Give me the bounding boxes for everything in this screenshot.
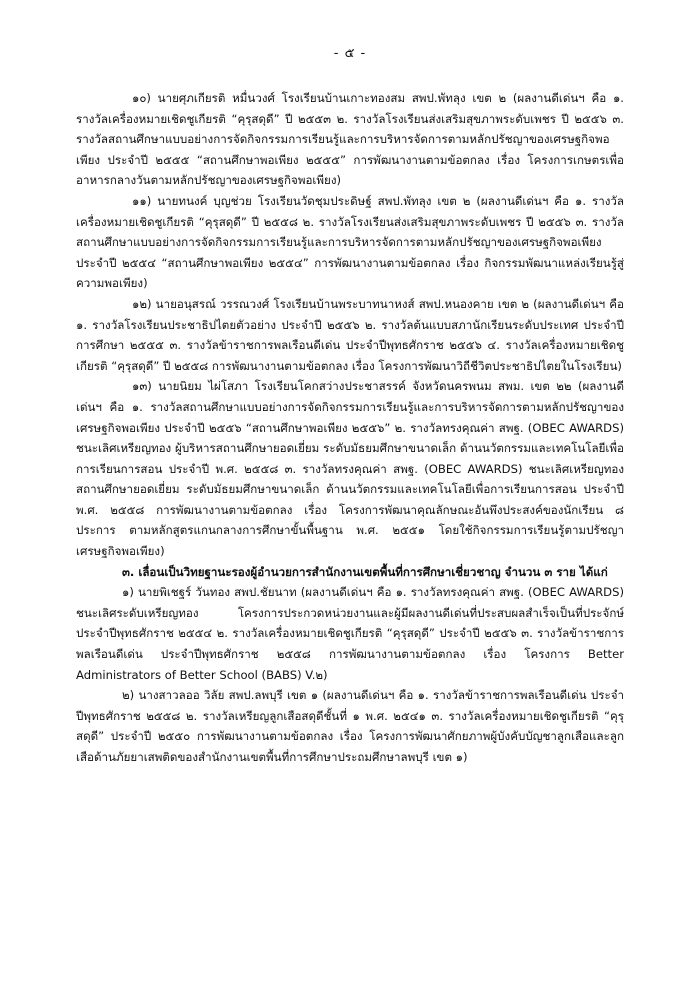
award-item-11: ๑๑) นายทนงค์ บุญช่วย โรงเรียนวัดชุมประดิษฐ์ สพป.พัทลุง เขต ๒ (ผลงานดีเด่นฯ คือ ๑. รางวัลเครื่องหมายเชิดชูเกียรติ “คุรุสดุดี” ปี ๒๕๕๘ ๒. รางวัลโรงเรียนส่งเสริมสุขภาพระดับเพชร ปี ๒๕๕๖ ๓. รางวัลสถานศึกษาแบบอย่างการจัดกิจกรรมการเรียนรู้และการบริหารจัดการตามหลักปรัชญาของเศรษฐกิจพอเพียง ประจำปี ๒๕๕๔ “สถานศึกษาพอเพียง ๒๕๕๔” การพัฒนางานตามข้อตกลง เรื่อง กิจกรรมพัฒนาแหล่งเรียนรู้สู่ความพอเพียง) bbox=[76, 193, 624, 291]
award-item-13: ๑๓) นายนิยม ไผ่โสภา โรงเรียนโคกสว่างประชาสรรค์ จังหวัดนครพนม สพม. เขต ๒๒ (ผลงานดีเด่นฯ คือ ๑. รางวัลสถานศึกษาแบบอย่างการจัดกิจกรรมการเรียนรู้และการบริหารจัดการตามหลักปรัชญาของเศรษฐกิจพอเพียง ประจำปี ๒๕๕๖ “สถานศึกษาพอเพียง ๒๕๕๖” ๒. รางวัลทรงคุณค่า สพฐ. (OBEC AWARDS) ชนะเลิศเหรียญทอง ผู้บริหารสถานศึกษายอดเยี่ยม ระดับมัธยมศึกษาขนาดเล็ก ด้านนวัตกรรมและเทคโนโลยีเพื่อการเรียนการสอน ประจำปี พ.ศ. ๒๕๕๘ ๓. รางวัลทรงคุณค่า สพฐ. (OBEC AWARDS) ชนะเลิศเหรียญทอง สถานศึกษายอดเยี่ยม ระดับมัธยมศึกษาขนาดเล็ก ด้านนวัตกรรมและเทคโนโลยีเพื่อการเรียนการสอน ประจำปี พ.ศ. ๒๕๕๘ การพัฒนางานตามข้อตกลง เรื่อง โครงการพัฒนาคุณลักษณะอันพึงประสงค์ของนักเรียน ๘ ประการ ตามหลักสูตรแกนกลางการศึกษาขั้นพื้นฐาน พ.ศ. ๒๕๕๑ โดยใช้กิจกรรมการเรียนรู้ตามปรัชญาเศรษฐกิจพอเพียง) bbox=[76, 379, 624, 559]
page-number: - ๕ - bbox=[333, 46, 367, 61]
promotion-item-2: ๒) นางสาวลออ วิลัย สพป.ลพบุรี เขต ๑ (ผลงานดีเด่นฯ คือ ๑. รางวัลข้าราชการพลเรือนดีเด่น ประจำปีพุทธศักราช ๒๕๕๘ ๒. รางวัลเหรียญลูกเสือสดุดีชั้นที่ ๑ พ.ศ. ๒๕๔๑ ๓. รางวัลเครื่องหมายเชิดชูเกียรติ “คุรุสดุดี” ประจำปี ๒๕๕๐ การพัฒนางานตามข้อตกลง เรื่อง โครงการพัฒนาศักยภาพผู้บังคับบัญชาลูกเสือและลูกเสือด้านภัยยาเสพติดของสำนักงานเขตพื้นที่การศึกษาประถมศึกษาลพบุรี เขต ๑) bbox=[76, 688, 624, 764]
award-item-10: ๑๐) นายศุภเกียรติ หมื่นวงศ์ โรงเรียนบ้านเกาะทองสม สพป.พัทลุง เขต ๒ (ผลงานดีเด่นฯ คือ ๑. รางวัลเครื่องหมายเชิดชูเกียรติ “คุรุสดุดี” ปี ๒๕๕๓ ๒. รางวัลโรงเรียนส่งเสริมสุขภาพระดับเพชร ปี ๒๕๕๖ ๓. รางวัลสถานศึกษาแบบอย่างการจัดกิจกรรมการเรียนรู้และการบริหารจัดการตามหลักปรัชญาของเศรษฐกิจพอเพียง ประจำปี ๒๕๕๕ “สถานศึกษาพอเพียง ๒๕๕๕” การพัฒนางานตามข้อตกลง เรื่อง โครงการเกษตรเพื่ออาหารกลางวันตามหลักปรัชญาของเศรษฐกิจพอเพียง) bbox=[76, 91, 624, 188]
document-body bbox=[76, 88, 624, 768]
award-item-12: ๑๒) นายอนุสรณ์ วรรณวงศ์ โรงเรียนบ้านพระบาทนาหงส์ สพป.หนองคาย เขต ๒ (ผลงานดีเด่นฯ คือ ๑. รางวัลโรงเรียนประชาธิปไตยตัวอย่าง ประจำปี ๒๕๕๖ ๒. รางวัลต้นแบบสภานักเรียนระดับประเทศ ประจำปีการศึกษา ๒๕๕๕ ๓. รางวัลข้าราชการพลเรือนดีเด่น ประจำปีพุทธศักราช ๒๕๕๖ ๔. รางวัลเครื่องหมายเชิดชูเกียรติ “คุรุสดุดี” ปี ๒๕๕๘ การพัฒนางานตามข้อตกลง เรื่อง โครงการพัฒนาวิถีชีวิตประชาธิปไตยในโรงเรียน) bbox=[76, 296, 624, 373]
promotion-item-1: ๑) นายพิเชฐร์ วันทอง สพป.ชัยนาท (ผลงานดีเด่นฯ คือ ๑. รางวัลทรงคุณค่า สพฐ. (OBEC AWARDS) ชนะเลิศระดับเหรียญทอง โครงการประกวดหน่วยงานและผู้มีผลงานดีเด่นที่ประสบผลสำเร็จเป็นที่ประจักษ์ ประจำปีพุทธศักราช ๒๕๕๔ ๒. รางวัลเครื่องหมายเชิดชูเกียรติ “คุรุสดุดี” ประจำปี ๒๕๕๖ ๓. รางวัลข้าราชการพลเรือนดีเด่น ประจำปีพุทธศักราช ๒๕๕๘ การพัฒนางานตามข้อตกลง เรื่อง โครงการ Better Administrators of Better School (BABS) V.๒) bbox=[76, 585, 624, 682]
section-3-heading: ๓. เลื่อนเป็นวิทยฐานะรองผู้อำนวยการสำนักงานเขตพื้นที่การศึกษาเชี่ยวชาญ จำนวน ๓ ราย ได้แก่ bbox=[122, 564, 608, 579]
